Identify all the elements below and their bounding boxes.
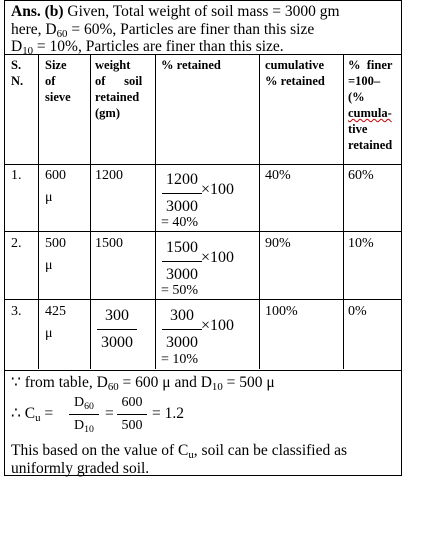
- conclusion-line-1: ∵ from table, $D_{60} = 600$ μ and $D_{10} = 500$ μ: [11, 374, 275, 393]
- cu-value-fraction: 600 500: [117, 394, 147, 435]
- intro-line-1: Ans. (b) Given, Total weight of soil mass = 3000 gm: [11, 3, 340, 20]
- column-divider-1: [38, 54, 39, 369]
- row2-sn: 2.: [11, 236, 22, 251]
- row1-cumulative: 40%: [265, 168, 291, 183]
- row1-weight: 1200: [95, 168, 123, 183]
- cu-d-fraction: $D_{60}$ $D_{10}$: [69, 394, 99, 435]
- row2-pct-fraction: 1500 3000: [162, 237, 202, 286]
- conclusion-line-4: uniformly graded soil.: [11, 460, 150, 477]
- row3-cumulative: 100%: [265, 304, 298, 319]
- row3-sn: 3.: [11, 304, 22, 319]
- row1-sn: 1.: [11, 168, 22, 183]
- header-retained: % retained: [161, 58, 221, 72]
- row3-pct-times: ×100: [201, 317, 235, 334]
- row-divider-1: [5, 231, 401, 232]
- row1-finer: 60%: [348, 168, 374, 183]
- cu-label: ∴ $C_u$ =: [11, 405, 54, 424]
- header-sn: S. N.: [11, 58, 24, 88]
- row2-finer: 10%: [348, 236, 374, 251]
- answer-document: [4, 0, 402, 476]
- column-divider-5: [343, 54, 344, 369]
- row2-pct-times: ×100: [201, 249, 235, 266]
- header-size: Size of sieve: [45, 58, 71, 104]
- row2-size: 500 μ: [45, 236, 66, 273]
- conclusion-line-3: This based on the value of $C_u$, soil can be classified as: [11, 442, 348, 461]
- header-cumulative: cumulative % retained: [265, 58, 325, 88]
- row2-weight: 1500: [95, 236, 123, 251]
- cu-result: = 1.2: [152, 405, 184, 422]
- row-divider-2: [5, 299, 401, 300]
- column-divider-3: [155, 54, 156, 369]
- cu-equals: =: [105, 405, 114, 422]
- row3-pct-result: = 10%: [161, 352, 199, 367]
- row1-pct-result: = 40%: [161, 215, 199, 230]
- header-weight: weight of soil retained (gm): [95, 58, 143, 120]
- intro-line-2: here, $D_{60} = 60\%$, Particles are finer than this size: [11, 21, 315, 40]
- table-bottom-border: [5, 370, 401, 371]
- row1-pct-times: ×100: [201, 181, 235, 198]
- row2-pct-result: = 50%: [161, 283, 199, 298]
- row3-finer: 0%: [348, 304, 367, 319]
- row2-cumulative: 90%: [265, 236, 291, 251]
- row3-size: 425 μ: [45, 304, 66, 341]
- row1-size: 600 μ: [45, 168, 66, 205]
- intro-line-3: $D_{10} = 10\%$, Particles are finer than this size.: [11, 38, 284, 57]
- table-top-border: [5, 54, 401, 55]
- row1-pct-fraction: 1200 3000: [162, 169, 202, 218]
- row3-pct-fraction: 300 3000: [162, 305, 202, 354]
- column-divider-2: [90, 54, 91, 369]
- column-divider-4: [259, 54, 260, 369]
- header-finer: % finer =100– (% cumula- tive retained: [348, 58, 393, 152]
- row3-weight-fraction: 300 3000: [97, 305, 137, 354]
